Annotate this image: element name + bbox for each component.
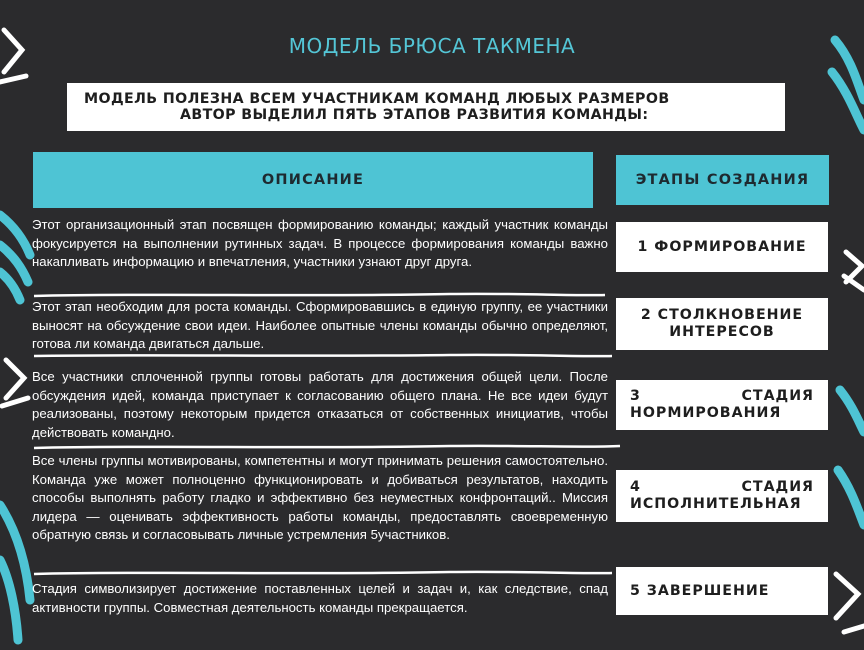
separator-line [34, 572, 612, 574]
description-row-3: Все участники сплоченной группы готовы работать для достижения общей цели. После обсуждения идей, команда приступает к согласованию общего плана. Не все идеи будут реализованы, поэтому некоторым придется отказаться от собственных инициатив, чтобы действовать командно. [32, 369, 608, 440]
description-row-4: Все члены группы мотивированы, компетентны и могут принимать решения самостоятельно. Команда уже может полноценно функционировать и добиваться результатов, находить способы выполнять работу гладко и эффективно без неуместных конфронтаций.. Миссия лидера — оценивать эффективность работы команды, предоставлять своевременную обратную связь и согласовывать личные устремления 5участников. [32, 453, 608, 542]
swoosh-decoration [0, 272, 20, 300]
stages-header: ЭТАПЫ СОЗДАНИЯ [616, 155, 829, 205]
stage-3-label: 3 СТАДИЯ НОРМИРОВАНИЯ [630, 388, 814, 421]
subtitle-box [67, 83, 785, 131]
arrow-decoration-icon [836, 574, 864, 632]
stage-2-label: 2 СТОЛКНОВЕНИЕ ИНТЕРЕСОВ [640, 307, 804, 340]
description-row-2: Этот этап необходим для роста команды. Сформировавшись в единую группу, ее участники выносят на обсуждение свои идеи. Наиболее опытные члены команды обычно определяют, готова ли команда двигаться дальше. [32, 299, 608, 351]
subtitle-line-2: АВТОР ВЫДЕЛИЛ ПЯТЬ ЭТАПОВ РАЗВИТИЯ КОМАНДЫ: [180, 107, 649, 123]
description-row-5: Стадия символизирует достижение поставленных целей и задач и, как следствие, спад активности группы. Совместная деятельность команды прекращается. [32, 581, 608, 615]
stage-1-label: 1 ФОРМИРОВАНИЕ [637, 238, 807, 255]
stage-3 [616, 380, 828, 430]
swoosh-decoration [840, 390, 864, 432]
separator-line [34, 446, 620, 448]
separator-line [34, 355, 612, 356]
swoosh-decoration [0, 505, 30, 600]
stage-5-label: 5 ЗАВЕРШЕНИЕ [630, 582, 770, 599]
stage-2 [616, 298, 828, 350]
description-row-1: Этот организационный этап посвящен формированию команды; каждый участник команды фокусируется на выполнении рутинных задач. В процессе формирования команды важно накапливать информацию и впечатления, участники узнают друг друга. [32, 217, 608, 269]
stage-4-label: 4 СТАДИЯ ИСПОЛНИТЕЛЬНАЯ [630, 479, 814, 512]
stage-5 [616, 567, 828, 615]
swoosh-decoration [838, 470, 864, 525]
stage-4 [616, 470, 828, 522]
page-title: МОДЕЛЬ БРЮСА ТАКМЕНА [288, 34, 576, 58]
arrow-decoration-icon [2, 360, 28, 406]
stage-1 [616, 222, 828, 272]
arrow-decoration-icon [844, 252, 864, 290]
subtitle-line-1: МОДЕЛЬ ПОЛЕЗНА ВСЕМ УЧАСТНИКАМ КОМАНД ЛЮБЫХ РАЗМЕРОВ [84, 91, 670, 107]
swoosh-decoration [0, 560, 18, 640]
separator-line [34, 294, 605, 296]
description-header: ОПИСАНИЕ [33, 152, 593, 208]
